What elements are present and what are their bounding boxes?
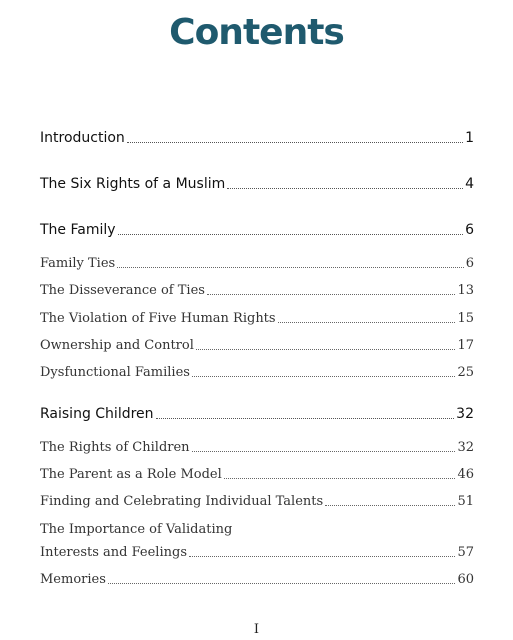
toc-entry-page: 1 <box>465 130 474 146</box>
toc-entry-page: 4 <box>465 176 474 192</box>
toc-entry-label: Ownership and Control <box>40 338 194 353</box>
dot-leader <box>127 142 463 143</box>
dot-leader <box>224 478 456 479</box>
toc-entry[interactable] <box>40 311 474 326</box>
toc-entry-page: 57 <box>457 545 474 560</box>
toc-entry[interactable] <box>40 467 474 482</box>
toc-entry[interactable] <box>40 283 474 298</box>
page-number: I <box>253 622 260 637</box>
toc-entry-label: Family Ties <box>40 256 116 271</box>
toc-entry-label: The Importance of Validating <box>40 522 233 537</box>
dot-leader <box>192 451 456 452</box>
toc-entry-page: 46 <box>457 467 474 482</box>
toc-section-entry[interactable] <box>40 130 474 146</box>
toc-entry[interactable] <box>40 494 474 509</box>
toc-entry-page: 15 <box>457 311 474 326</box>
dot-leader <box>118 234 464 235</box>
toc-entry-label: Raising Children <box>40 406 154 422</box>
dot-leader <box>192 376 456 377</box>
toc-entry-label: The Rights of Children <box>40 440 190 455</box>
toc-entry-label: Finding and Celebrating Individual Talents <box>40 494 324 509</box>
toc-entry-page: 32 <box>456 406 474 422</box>
toc-entry-label: The Family <box>40 222 116 238</box>
toc-entry-label: The Six Rights of a Muslim <box>40 176 226 192</box>
dot-leader <box>156 418 455 419</box>
toc-entry-page: 51 <box>457 494 474 509</box>
toc-entry[interactable] <box>40 572 474 587</box>
toc-entry-page: 13 <box>457 283 474 298</box>
toc-entry-label: Memories <box>40 572 106 587</box>
toc-entry[interactable] <box>40 440 474 455</box>
toc-entry-page: 25 <box>457 365 474 380</box>
dot-leader <box>325 505 455 506</box>
dot-leader <box>227 188 463 189</box>
toc-entry[interactable] <box>40 522 474 537</box>
dot-leader <box>189 556 455 557</box>
toc-entry-label: Dysfunctional Families <box>40 365 190 380</box>
toc-entry[interactable] <box>40 256 474 271</box>
toc-entry-page: 6 <box>465 256 474 271</box>
dot-leader <box>278 322 456 323</box>
toc-entry-page: 32 <box>457 440 474 455</box>
toc-entry[interactable] <box>40 545 474 560</box>
toc-entry[interactable] <box>40 365 474 380</box>
toc-section-entry[interactable] <box>40 222 474 238</box>
toc-section-entry[interactable] <box>40 176 474 192</box>
dot-leader <box>108 583 456 584</box>
toc-entry-page: 6 <box>465 222 474 238</box>
toc-entry-page: 17 <box>457 338 474 353</box>
page-title: Contents <box>169 12 344 53</box>
toc-entry[interactable] <box>40 338 474 353</box>
toc-entry-label: Interests and Feelings <box>40 545 187 560</box>
dot-leader <box>117 267 464 268</box>
toc-entry-label: The Violation of Five Human Rights <box>40 311 276 326</box>
toc-entry-page: 60 <box>457 572 474 587</box>
dot-leader <box>196 349 456 350</box>
toc-section-entry[interactable] <box>40 406 474 422</box>
toc-entry-label: The Parent as a Role Model <box>40 467 222 482</box>
toc-entry-label: The Disseverance of Ties <box>40 283 205 298</box>
dot-leader <box>207 294 456 295</box>
toc-entry-label: Introduction <box>40 130 125 146</box>
